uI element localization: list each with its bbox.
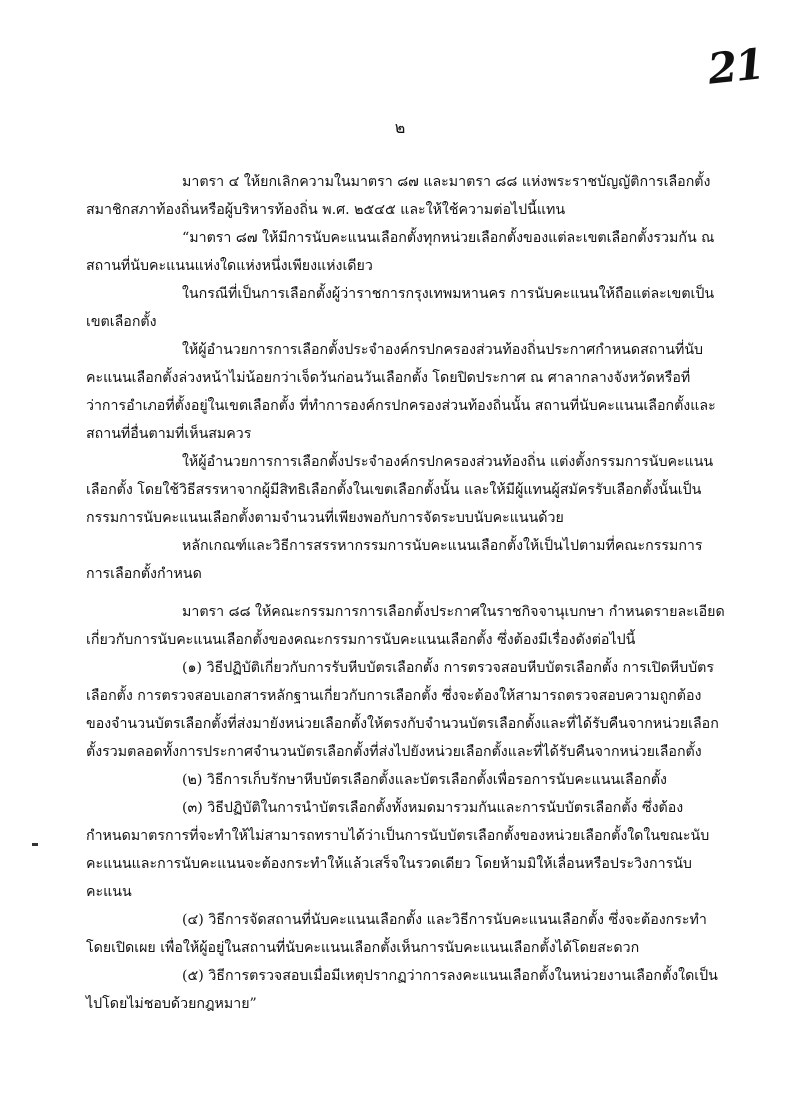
paragraph-criteria: หลักเกณฑ์และวิธีการสรรหากรรมการนับคะแนนเลือกตั้งให้เป็นไปตามที่คณะกรรมการการเลือกตั้งกำหนด (86, 538, 703, 582)
document-body (86, 168, 726, 1018)
paragraph-section-4: มาตรา ๔ ให้ยกเลิกความในมาตรา ๘๗ และมาตรา ๘๘ แห่งพระราชบัญญัติการเลือกตั้งสมาชิกสภาท้องถิ่นหรือผู้บริหารท้องถิ่น พ.ศ. ๒๕๔๕ และให้ใช้ความต่อไปนี้แทน (86, 174, 711, 218)
list-item-4: (๔) วิธีการจัดสถานที่นับคะแนนเลือกตั้ง และวิธีการนับคะแนนเลือกตั้ง ซึ่งจะต้องกระทำโดยเปิดเผย เพื่อให้ผู้อยู่ในสถานที่นับคะแนนเลือกตั้งเห็นการนับคะแนนเลือกตั้งได้โดยสะดวก (86, 912, 707, 956)
page-number: ๒ (394, 118, 406, 137)
list-item-2: (๒) วิธีการเก็บรักษาหีบบัตรเลือกตั้งและบัตรเลือกตั้งเพื่อรอการนับคะแนนเลือกตั้ง (182, 772, 667, 788)
paragraph-counting-committee: ให้ผู้อำนวยการการเลือกตั้งประจำองค์กรปกครองส่วนท้องถิ่น แต่งตั้งกรรมการนับคะแนนเลือกตั้ง โดยใช้วิธีสรรหาจากผู้มีสิทธิเลือกตั้งในเขตเลือกตั้งนั้น และให้มีผู้แทนผู้สมัครรับเลือกตั้งนั้นเป็นกรรมการนับคะแนนเลือกตั้งตามจำนวนที่เพียงพอกับการจัดระบบนับคะแนนด้วย (86, 454, 714, 526)
list-item-1: (๑) วิธีปฏิบัติเกี่ยวกับการรับหีบบัตรเลือกตั้ง การตรวจสอบหีบบัตรเลือกตั้ง การเปิดหีบบัตรเลือกตั้ง การตรวจสอบเอกสารหลักฐานเกี่ยวกับการเลือกตั้ง ซึ่งจะต้องให้สามารถตรวจสอบความถูกต้องของจำนวนบัตรเลือกตั้งที่ส่งมายังหน่วยเลือกตั้งให้ตรงกับจำนวนบัตรเลือกตั้งและที่ได้รับคืนจากหน่วยเลือกตั้งรวมตลอดทั้งการประกาศจำนวนบัตรเลือกตั้งที่ส่งไปยังหน่วยเลือกตั้งและที่ได้รับคืนจากหน่วยเลือกตั้ง (86, 660, 719, 760)
paragraph-bangkok-case: ในกรณีที่เป็นการเลือกตั้งผู้ว่าราชการกรุงเทพมหานคร การนับคะแนนให้ถือแต่ละเขตเป็นเขตเลือกตั้ง (86, 286, 715, 330)
margin-mark (32, 843, 38, 846)
list-item-5: (๕) วิธีการตรวจสอบเมื่อมีเหตุปรากฏว่าการลงคะแนนเลือกตั้งในหน่วยงานเลือกตั้งใดเป็นไปโดยไม่ชอบด้วยกฎหมาย” (86, 968, 718, 1012)
paragraph-counting-place: ให้ผู้อำนวยการการเลือกตั้งประจำองค์กรปกครองส่วนท้องถิ่นประกาศกำหนดสถานที่นับคะแนนเลือกตั้งล่วงหน้าไม่น้อยกว่าเจ็ดวันก่อนวันเลือกตั้ง โดยปิดประกาศ ณ ศาลากลางจังหวัดหรือที่ว่าการอำเภอที่ตั้งอยู่ในเขตเลือกตั้ง ที่ทำการองค์กรปกครองส่วนท้องถิ่นนั้น สถานที่นับคะแนนเลือกตั้งและสถานที่อื่นตามที่เห็นสมควร (86, 342, 716, 442)
paragraph-section-88: มาตรา ๘๘ ให้คณะกรรมการการเลือกตั้งประกาศในราชกิจจานุเบกษา กำหนดรายละเอียดเกี่ยวกับการนับคะแนนเลือกตั้งของคณะกรรมการนับคะแนนเลือกตั้ง ซึ่งต้องมีเรื่องดังต่อไปนี้ (86, 604, 725, 648)
paragraph-section-87: “มาตรา ๘๗ ให้มีการนับคะแนนเลือกตั้งทุกหน่วยเลือกตั้งของแต่ละเขตเลือกตั้งรวมกัน ณ สถานที่นับคะแนนแห่งใดแห่งหนึ่งเพียงแห่งเดียว (86, 230, 715, 274)
list-item-3: (๓) วิธีปฏิบัติในการนำบัตรเลือกตั้งทั้งหมดมารวมกันและการนับบัตรเลือกตั้ง ซึ่งต้องกำหนดมาตรการที่จะทำให้ไม่สามารถทราบได้ว่าเป็นการนับบัตรเลือกตั้งของหน่วยเลือกตั้งใดในขณะนับคะแนนและการนับคะแนนจะต้องกระทำให้แล้วเสร็จในรวดเดียว โดยห้ามมิให้เลื่อนหรือประวิงการนับคะแนน (86, 800, 710, 900)
handwritten-page-number: 21 (705, 39, 765, 94)
